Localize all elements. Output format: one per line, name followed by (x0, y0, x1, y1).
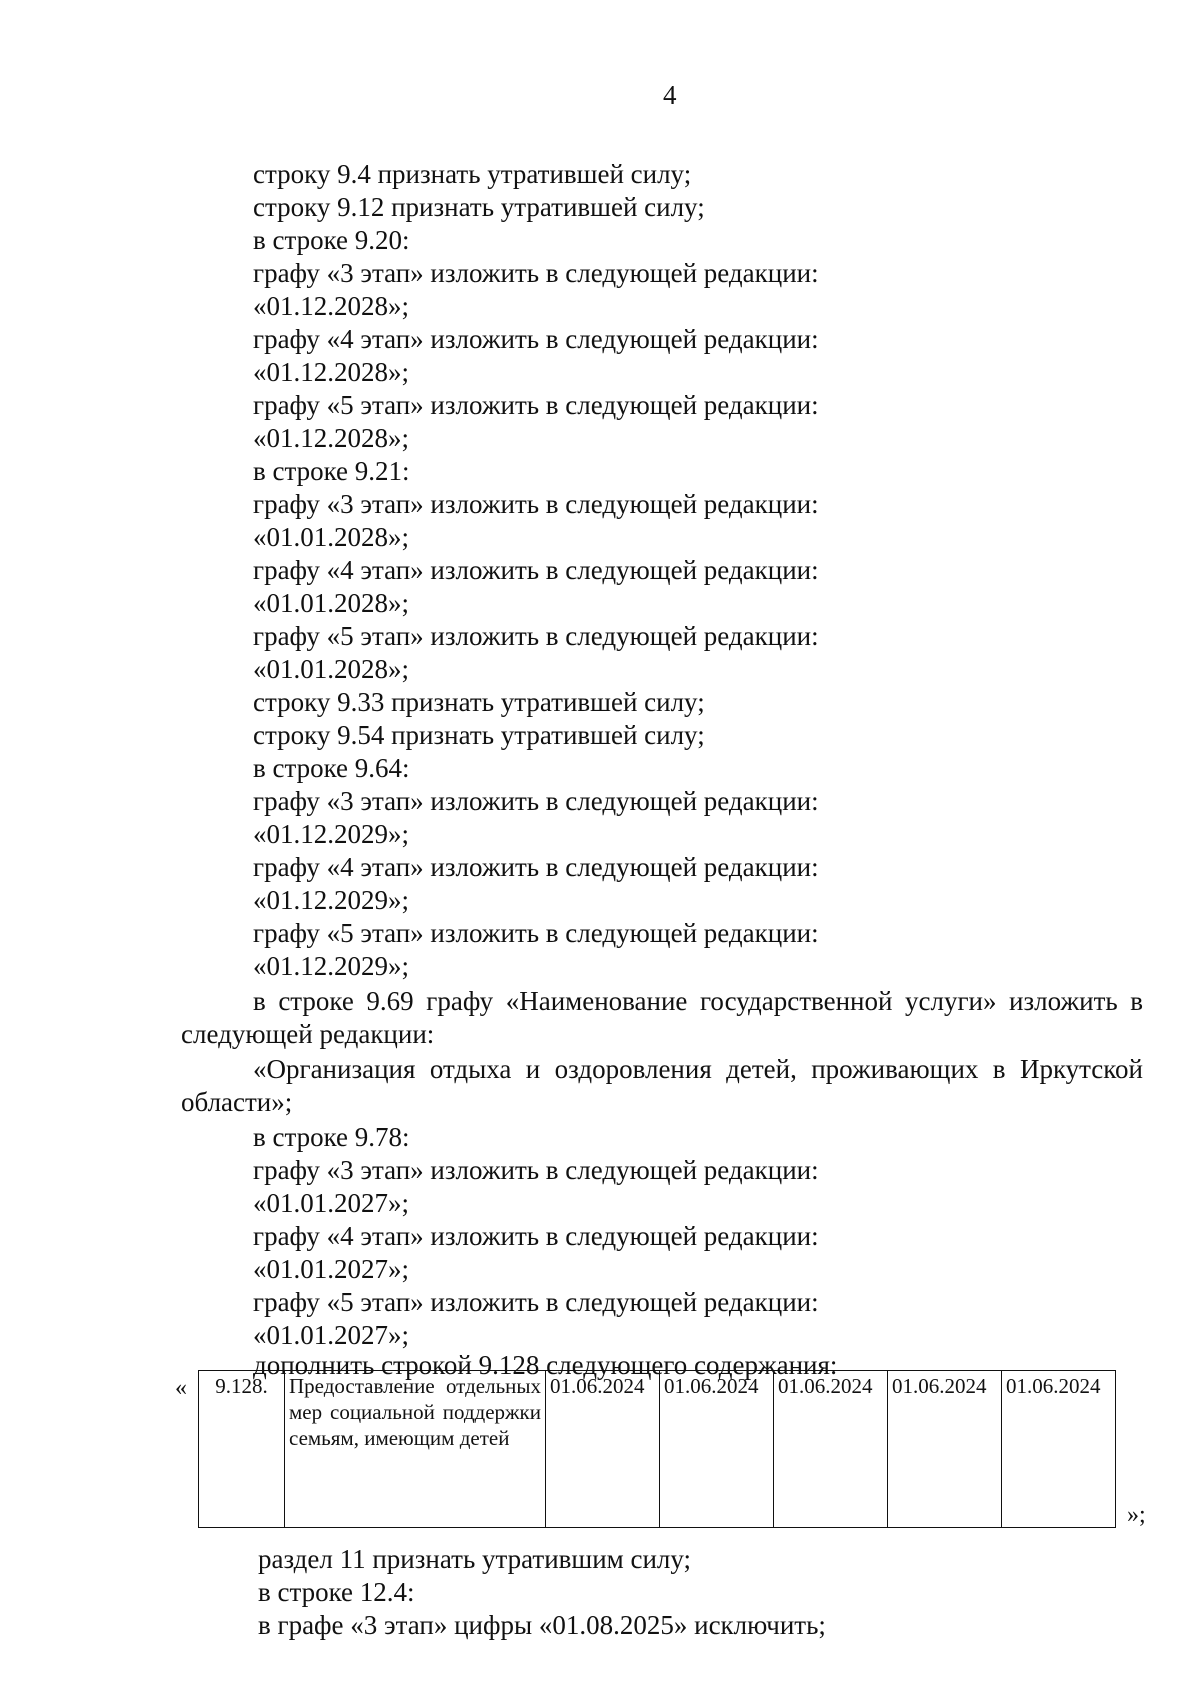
text-line: графу «4 этап» изложить в следующей редакции: (253, 1221, 819, 1251)
paragraph-969-line2: следующей редакции: (181, 1019, 435, 1049)
service-name-cell (285, 1371, 546, 1528)
text-line: «01.01.2028»; (253, 654, 410, 684)
text-line: в строке 9.64: (253, 753, 410, 783)
text-line: строку 9.33 признать утратившей силу; (253, 687, 705, 717)
service-name-text: Предоставление отдельных мер социальной поддержки семьям, имеющим детей (289, 1374, 541, 1450)
table-close-quote: »; (1127, 1502, 1146, 1528)
text-line: в строке 12.4: (258, 1577, 415, 1607)
text-line: в строке 9.21: (253, 456, 410, 486)
table-open-quote: « (175, 1375, 187, 1401)
text-line: графу «5 этап» изложить в следующей редакции: (253, 1287, 819, 1317)
text-line: строку 9.12 признать утратившей силу; (253, 192, 705, 222)
text-line: графу «3 этап» изложить в следующей редакции: (253, 258, 819, 288)
text-line: дополнить строкой 9.128 следующего содержания: (253, 1350, 838, 1380)
text-line: «01.01.2027»; (253, 1254, 410, 1284)
table-row (199, 1371, 1116, 1528)
text-line: «01.01.2028»; (253, 588, 410, 618)
text-line: «01.12.2029»; (253, 951, 410, 981)
quoted-name-line1: «Организация отдыха и оздоровления детей, проживающих в Иркутской (253, 1054, 1143, 1084)
paragraph-969-line1: в строке 9.69 графу «Наименование государственной услуги» изложить в (253, 986, 1143, 1016)
text-line: строку 9.54 признать утратившей силу; (253, 720, 705, 750)
stage-3-date-cell: 01.06.2024 (774, 1371, 888, 1528)
text-line: графу «3 этап» изложить в следующей редакции: (253, 489, 819, 519)
text-line: графу «3 этап» изложить в следующей редакции: (253, 1155, 819, 1185)
text-line: в строке 9.20: (253, 225, 410, 255)
text-line: графу «4 этап» изложить в следующей редакции: (253, 555, 819, 585)
text-line: графу «4 этап» изложить в следующей редакции: (253, 852, 819, 882)
text-line: графу «4 этап» изложить в следующей редакции: (253, 324, 819, 354)
quoted-name-line2: области»; (181, 1087, 293, 1117)
text-line: строку 9.4 признать утратившей силу; (253, 159, 692, 189)
stage-5-date-cell: 01.06.2024 (1002, 1371, 1116, 1528)
row-number-cell: 9.128. (199, 1371, 285, 1528)
text-line: «01.12.2029»; (253, 819, 410, 849)
text-line: графу «3 этап» изложить в следующей редакции: (253, 786, 819, 816)
stage-1-date-cell: 01.06.2024 (546, 1371, 660, 1528)
text-line: раздел 11 признать утратившим силу; (258, 1544, 692, 1574)
text-line: в графе «3 этап» цифры «01.08.2025» исключить; (258, 1610, 826, 1640)
text-line: «01.01.2027»; (253, 1188, 410, 1218)
text-line: графу «5 этап» изложить в следующей редакции: (253, 621, 819, 651)
text-line: «01.01.2028»; (253, 522, 410, 552)
row-9128-table (198, 1370, 1116, 1528)
text-line: графу «5 этап» изложить в следующей редакции: (253, 918, 819, 948)
text-line: «01.12.2028»; (253, 291, 410, 321)
text-line: «01.12.2028»; (253, 357, 410, 387)
page-number: 4 (663, 80, 677, 110)
text-line: в строке 9.78: (253, 1122, 410, 1152)
text-line: «01.12.2028»; (253, 423, 410, 453)
stage-2-date-cell: 01.06.2024 (660, 1371, 774, 1528)
text-line: «01.12.2029»; (253, 885, 410, 915)
text-line: «01.01.2027»; (253, 1320, 410, 1350)
text-line: графу «5 этап» изложить в следующей редакции: (253, 390, 819, 420)
stage-4-date-cell: 01.06.2024 (888, 1371, 1002, 1528)
